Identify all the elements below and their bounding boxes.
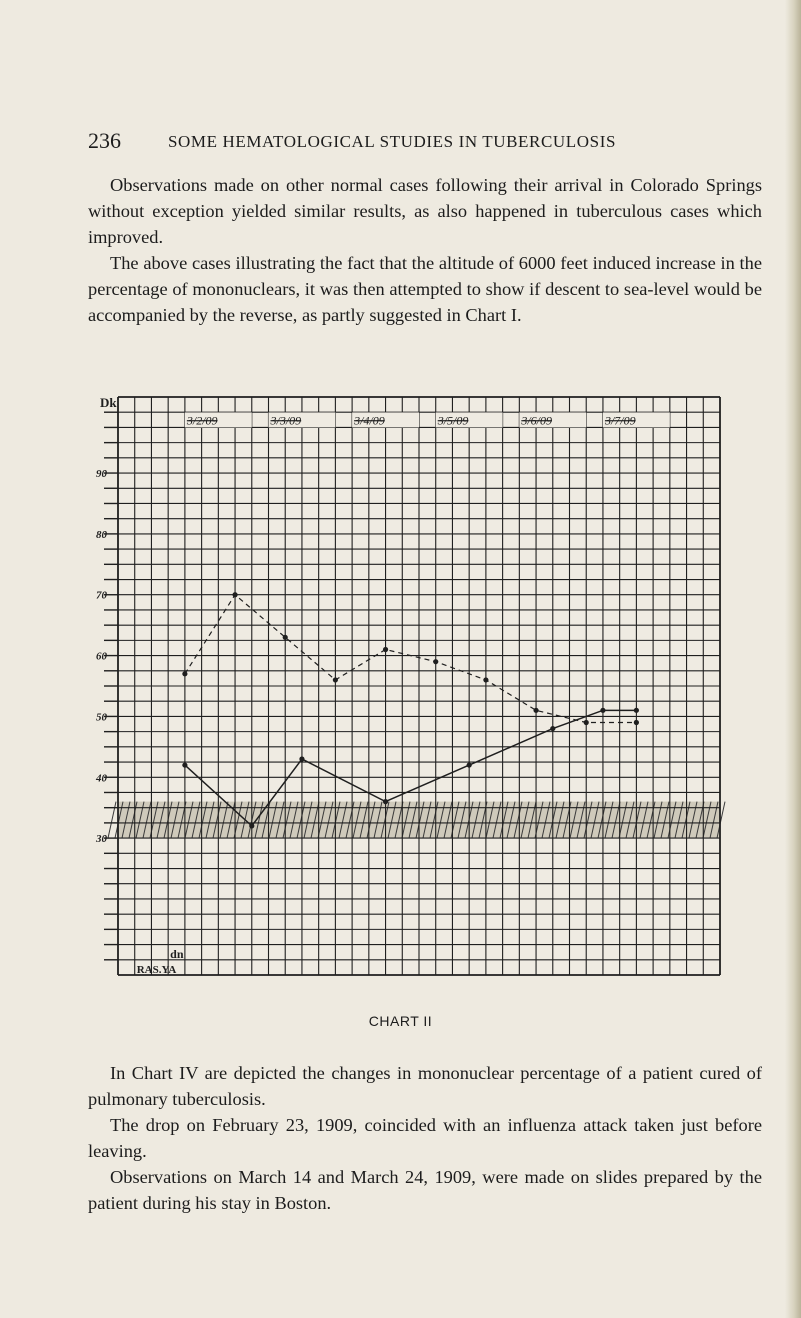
chart-date-label: 3/3/09 [270, 413, 302, 428]
chart-point [433, 659, 438, 664]
page-header [88, 128, 708, 156]
chart-y-tick-label: 70 [96, 589, 107, 602]
chart-point [249, 823, 254, 828]
chart-date-label: 3/4/09 [354, 413, 385, 428]
paragraph: In Chart IV are depicted the changes in mononuclear percentage of a patient cured of pulmonary tuberculosis. [88, 1063, 762, 1109]
body-text-bottom [88, 1060, 762, 1216]
chart-y-tick-label: 30 [96, 833, 107, 846]
chart-date-label: 3/5/09 [437, 413, 469, 428]
chart-y-tick-label: 50 [96, 711, 107, 724]
page-edge-shadow [785, 0, 801, 1318]
chart-point [182, 671, 187, 676]
paragraph: Observations on March 14 and March 24, 1909, were made on slides prepared by the patient during his stay in Boston. [88, 1167, 762, 1213]
body-text-top [88, 172, 762, 328]
chart-point [182, 762, 187, 767]
chart-point [333, 677, 338, 682]
chart-y-tick-label: 80 [96, 528, 107, 541]
running-title: SOME HEMATOLOGICAL STUDIES IN TUBERCULOSIS [168, 132, 617, 151]
chart-point [550, 726, 555, 731]
chart-corner-label: Dk [100, 395, 117, 410]
chart-point [483, 677, 488, 682]
chart-point [383, 799, 388, 804]
chart-bottom-label: RAS.YA [136, 964, 177, 976]
chart-date-label: 3/2/09 [186, 413, 218, 428]
chart-svg [98, 385, 728, 981]
page-number: 236 [88, 128, 121, 153]
chart-point [283, 635, 288, 640]
chart-point [634, 708, 639, 713]
chart-bottom-label: dn [170, 946, 184, 961]
paragraph: The above cases illustrating the fact that the altitude of 6000 feet induced increase in the percentage of mononuclears, it was then attempted to show if descent to sea-level would be accompanied by the reverse, as partly suggested in Chart I. [88, 253, 762, 325]
chart-date-label: 3/7/09 [604, 413, 636, 428]
chart-point [299, 756, 304, 761]
chart-point [232, 592, 237, 597]
chart-caption: CHART II [368, 1013, 433, 1029]
paragraph: The drop on February 23, 1909, coincided with an influenza attack taken just before leaving. [88, 1115, 762, 1161]
chart-point [467, 762, 472, 767]
chart-point [634, 720, 639, 725]
chart-point [584, 720, 589, 725]
chart-point [383, 647, 388, 652]
chart-y-tick-label: 40 [96, 772, 107, 785]
paragraph: Observations made on other normal cases following their arrival in Colorado Springs without exception yielded similar results, as also happened in tuberculous cases which improved. [88, 175, 762, 247]
chart-y-tick-label: 90 [96, 468, 107, 481]
chart-point [533, 708, 538, 713]
chart-figure [98, 385, 728, 981]
chart-point [600, 708, 605, 713]
chart-y-tick-label: 60 [96, 650, 107, 663]
chart-date-label: 3/6/09 [521, 413, 553, 428]
